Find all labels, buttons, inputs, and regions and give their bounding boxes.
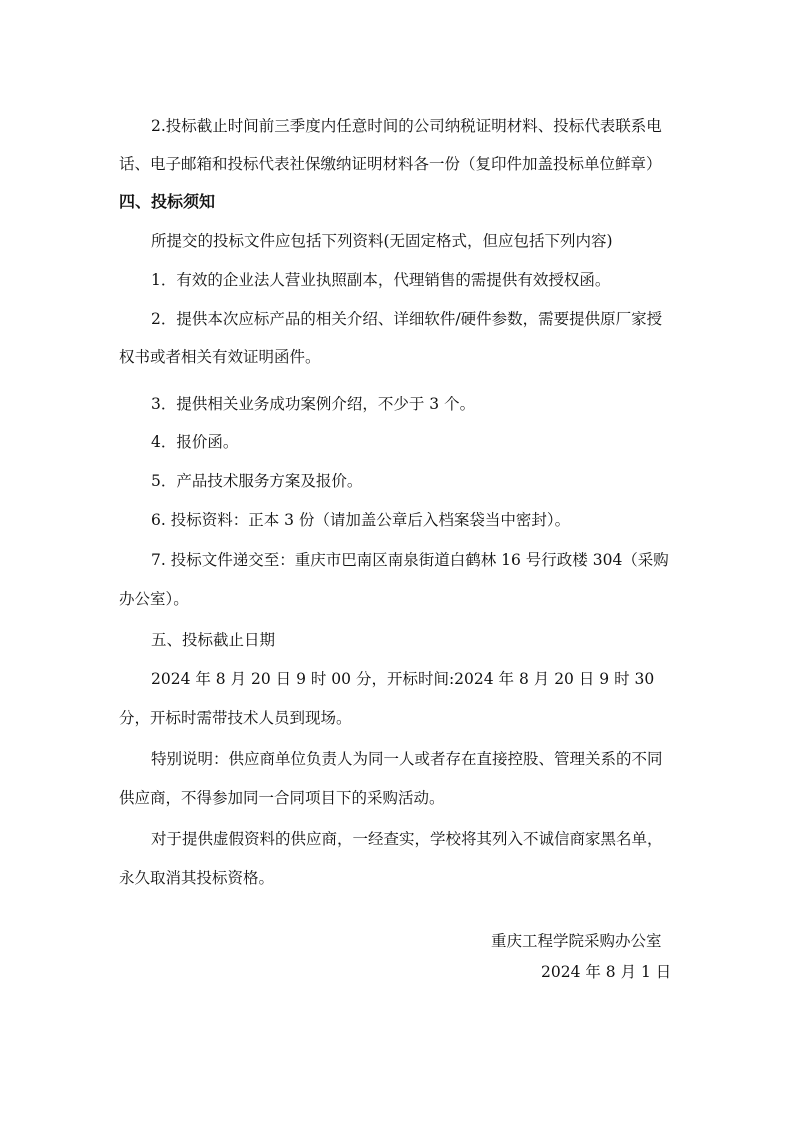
deadline-line1: 2024 年 8 月 20 日 9 时 00 分，开标时间:2024 年 8 月 20 日 9 时 30 (151, 670, 655, 688)
requirement-1: 1．有效的企业法人营业执照副本，代理销售的需提供有效授权函。 (151, 271, 611, 289)
requirement-3: 3．提供相关业务成功案例介绍，不少于 3 个。 (151, 395, 476, 413)
false-info-line2: 永久取消其投标资格。 (119, 869, 275, 887)
requirement-5: 5．产品技术服务方案及报价。 (151, 472, 363, 490)
requirement-6: 6. 投标资料：正本 3 份（请加盖公章后入档案袋当中密封）。 (151, 511, 571, 529)
requirement-7-line1: 7. 投标文件递交至：重庆市巴南区南泉街道白鹤林 16 号行政楼 304（采购 (151, 551, 669, 569)
section4-heading: 四、投标须知 (119, 192, 216, 211)
section4-intro: 所提交的投标文件应包括下列资料(无固定格式，但应包括下列内容) (151, 232, 613, 250)
signature-date: 2024 年 8 月 1 日 (541, 963, 672, 981)
requirement-2-line1: 2．提供本次应标产品的相关介绍、详细软件/硬件参数，需要提供原厂家授 (151, 310, 663, 328)
special-note-line2: 供应商，不得参加同一合同项目下的采购活动。 (119, 789, 445, 807)
section5-heading: 五、投标截止日期 (151, 631, 276, 649)
false-info-line1: 对于提供虚假资料的供应商，一经查实，学校将其列入不诚信商家黑名单， (151, 830, 663, 848)
deadline-line2: 分，开标时需带技术人员到现场。 (119, 709, 352, 727)
item2-tax-line2: 话、电子邮箱和投标代表社保缴纳证明材料各一份（复印件加盖投标单位鲜章） (119, 155, 662, 173)
requirement-7-line2: 办公室）。 (119, 590, 189, 608)
signature-organization: 重庆工程学院采购办公室 (491, 932, 662, 950)
requirement-2-line2: 权书或者相关有效证明函件。 (119, 348, 321, 366)
requirement-4: 4．报价函。 (151, 433, 239, 451)
special-note-line1: 特别说明：供应商单位负责人为同一人或者存在直接控股、管理关系的不同 (151, 750, 663, 768)
item2-tax-line1: 2.投标截止时间前三季度内任意时间的公司纳税证明材料、投标代表联系电 (151, 117, 662, 135)
